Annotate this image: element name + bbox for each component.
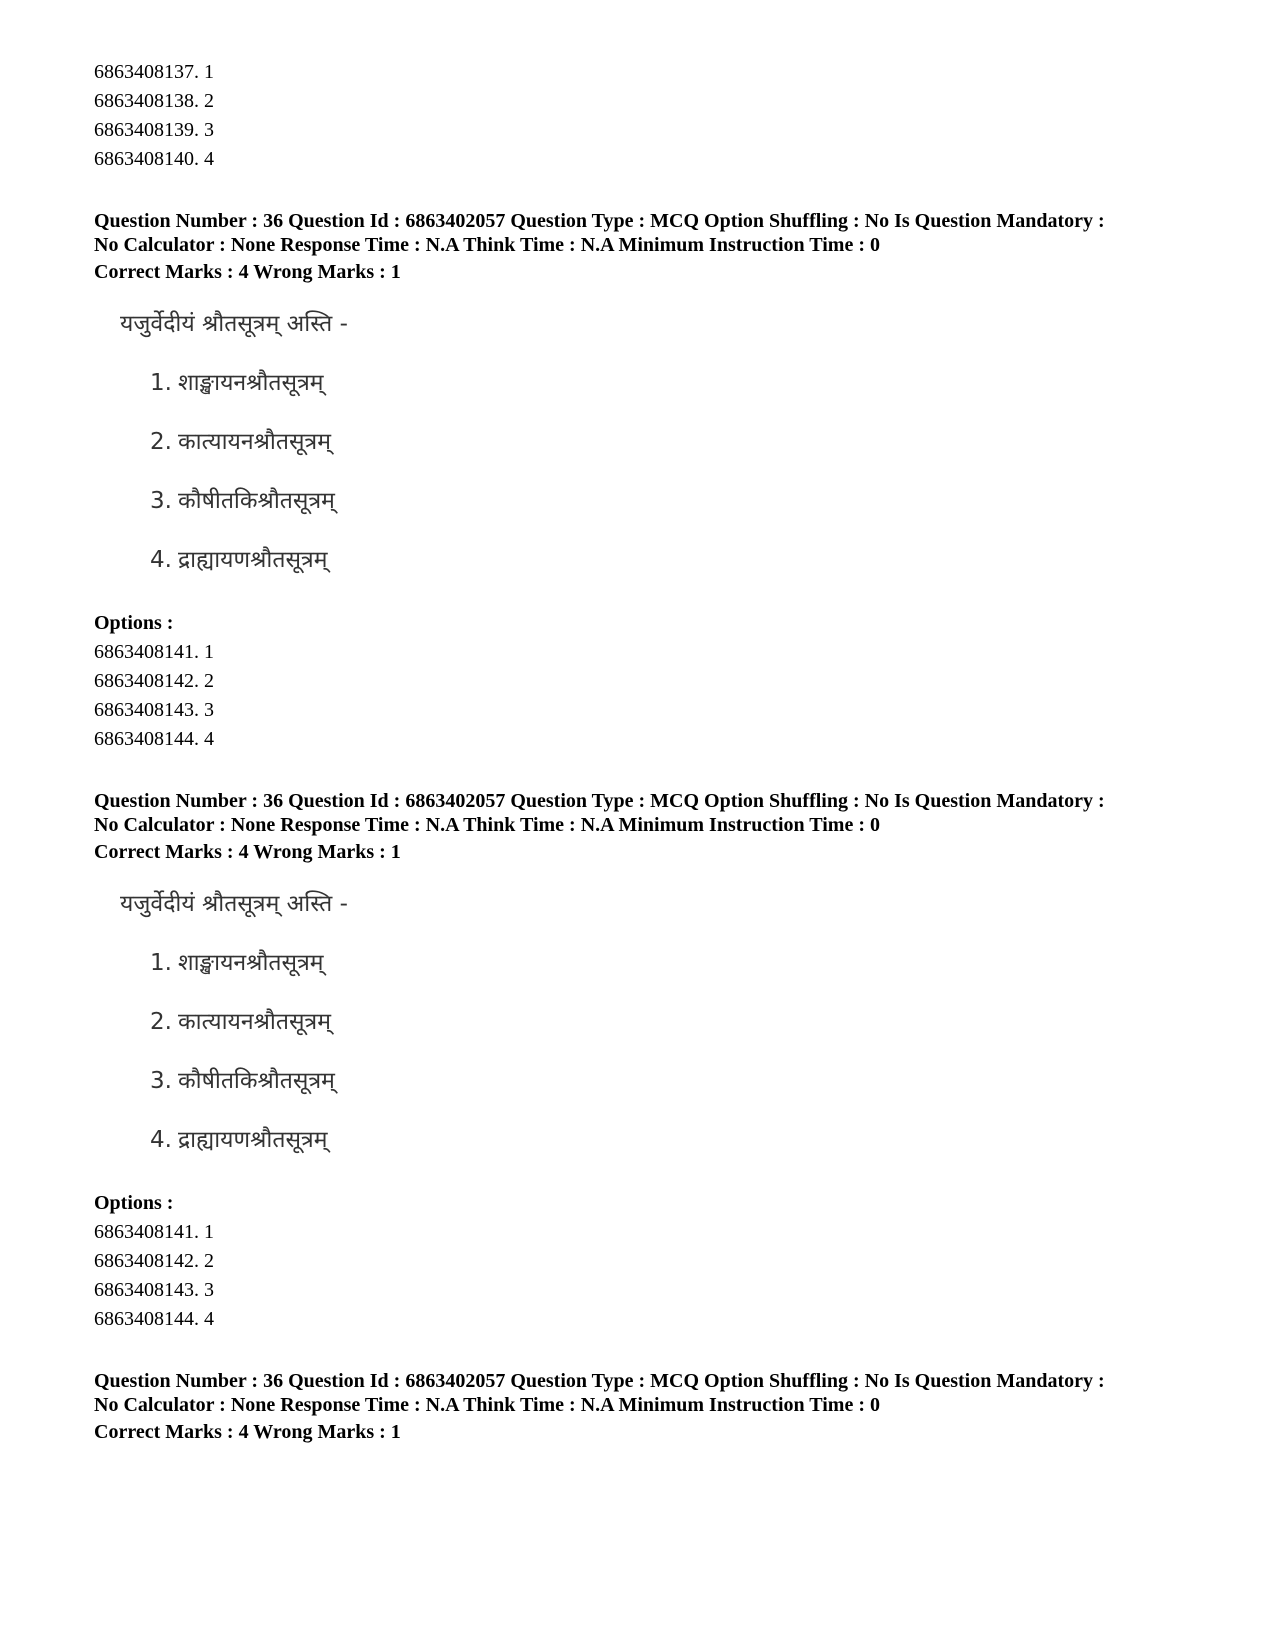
options-label: Options :: [94, 612, 174, 634]
question-choice: 3. कौषीतकिश्रौतसूत्रम्: [150, 488, 335, 514]
option-line: 6863408141. 1: [94, 641, 214, 663]
options-list: [94, 609, 1214, 754]
question-meta-line-2: No Calculator : None Response Time : N.A Think Time : N.A Minimum Instruction Time : 0: [94, 234, 880, 256]
question-choice: 3. कौषीतकिश्रौतसूत्रम्: [150, 1068, 335, 1094]
question-marks: Correct Marks : 4 Wrong Marks : 1: [94, 1421, 401, 1443]
option-line: 6863408143. 3: [94, 699, 214, 721]
option-line: 6863408144. 4: [94, 1308, 214, 1330]
question-image: [120, 309, 1214, 575]
option-line: 6863408138. 2: [94, 90, 214, 112]
question-choice: 1. शाङ्खायनश्रौतसूत्रम्: [150, 370, 324, 396]
options-label: Options :: [94, 1192, 174, 1214]
question-meta-line-2: No Calculator : None Response Time : N.A Think Time : N.A Minimum Instruction Time : 0: [94, 1394, 880, 1416]
option-line: 6863408144. 4: [94, 728, 214, 750]
option-line: 6863408141. 1: [94, 1221, 214, 1243]
question-stem: यजुर्वेदीयं श्रौतसूत्रम् अस्ति -: [120, 311, 348, 337]
question-block: [94, 789, 1214, 1334]
question-meta-line-1: Question Number : 36 Question Id : 6863402057 Question Type : MCQ Option Shuffling : No Is Question Mandatory :: [94, 790, 1105, 812]
options-list: [94, 1189, 1214, 1334]
option-line: 6863408143. 3: [94, 1279, 214, 1301]
question-choice: 1. शाङ्खायनश्रौतसूत्रम्: [150, 950, 324, 976]
option-line: 6863408139. 3: [94, 119, 214, 141]
question-stem: यजुर्वेदीयं श्रौतसूत्रम् अस्ति -: [120, 891, 348, 917]
option-line: 6863408142. 2: [94, 670, 214, 692]
option-line: 6863408142. 2: [94, 1250, 214, 1272]
question-choice: 2. कात्यायनश्रौतसूत्रम्: [150, 429, 331, 455]
question-image: [120, 889, 1214, 1155]
question-block: [94, 209, 1214, 754]
question-choice: 4. द्राह्यायणश्रौतसूत्रम्: [150, 547, 328, 573]
document-page: [94, 58, 1214, 1447]
top-options-list: [94, 58, 1214, 174]
option-line: 6863408140. 4: [94, 148, 214, 170]
question-meta-line-1: Question Number : 36 Question Id : 6863402057 Question Type : MCQ Option Shuffling : No Is Question Mandatory :: [94, 210, 1105, 232]
question-meta-line-1: Question Number : 36 Question Id : 6863402057 Question Type : MCQ Option Shuffling : No Is Question Mandatory :: [94, 1370, 1105, 1392]
question-choice: 4. द्राह्यायणश्रौतसूत्रम्: [150, 1127, 328, 1153]
question-marks: Correct Marks : 4 Wrong Marks : 1: [94, 261, 401, 283]
question-choice: 2. कात्यायनश्रौतसूत्रम्: [150, 1009, 331, 1035]
option-line: 6863408137. 1: [94, 61, 214, 83]
question-block: [94, 1369, 1214, 1447]
question-meta-line-2: No Calculator : None Response Time : N.A Think Time : N.A Minimum Instruction Time : 0: [94, 814, 880, 836]
question-marks: Correct Marks : 4 Wrong Marks : 1: [94, 841, 401, 863]
